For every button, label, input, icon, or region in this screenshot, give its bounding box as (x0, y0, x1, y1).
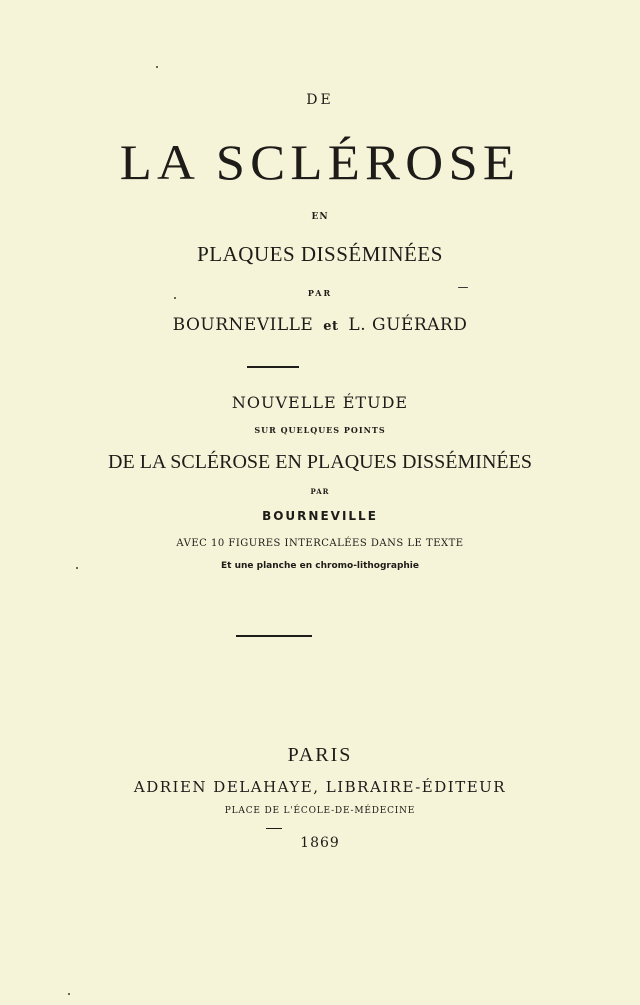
paper-speck (458, 287, 468, 288)
paper-speck (156, 66, 158, 68)
paper-speck (68, 993, 70, 995)
divider-rule (266, 828, 282, 829)
paper-speck (76, 567, 78, 569)
figures-note: AVEC 10 FIGURES INTERCALÉES DANS LE TEXTE (176, 538, 464, 549)
second-work-heading: NOUVELLE ÉTUDE (231, 393, 409, 412)
title-prefix: DE (306, 92, 334, 108)
imprint-publisher: ADRIEN DELAHAYE, LIBRAIRE-ÉDITEUR (133, 778, 507, 796)
author-2: L. GUÉRARD (348, 315, 468, 335)
divider-rule (247, 366, 299, 368)
second-work-author-prefix: PAR (310, 487, 330, 496)
second-work-author: BOURNEVILLE (262, 509, 378, 523)
imprint-address: PLACE DE L'ÉCOLE-DE-MÉDECINE (224, 806, 416, 816)
second-work-connector: SUR QUELQUES POINTS (254, 425, 386, 435)
author-prefix: PAR (307, 288, 333, 298)
main-subtitle: PLAQUES DISSÉMINÉES (197, 242, 443, 266)
imprint-year: 1869 (300, 835, 340, 851)
main-title: LA SCLÉROSE (119, 134, 521, 190)
paper-speck (174, 297, 176, 299)
plate-note: Et une planche en chromo-lithographie (221, 561, 419, 571)
author-conjunction: et (323, 319, 339, 334)
author-1: BOURNEVILLE (172, 315, 314, 335)
authors-line (0, 315, 640, 335)
second-work-title: DE LA SCLÉROSE EN PLAQUES DISSÉMINÉES (108, 451, 532, 473)
imprint-city: PARIS (287, 744, 353, 766)
title-connector: EN (311, 212, 329, 222)
divider-rule (236, 635, 312, 637)
